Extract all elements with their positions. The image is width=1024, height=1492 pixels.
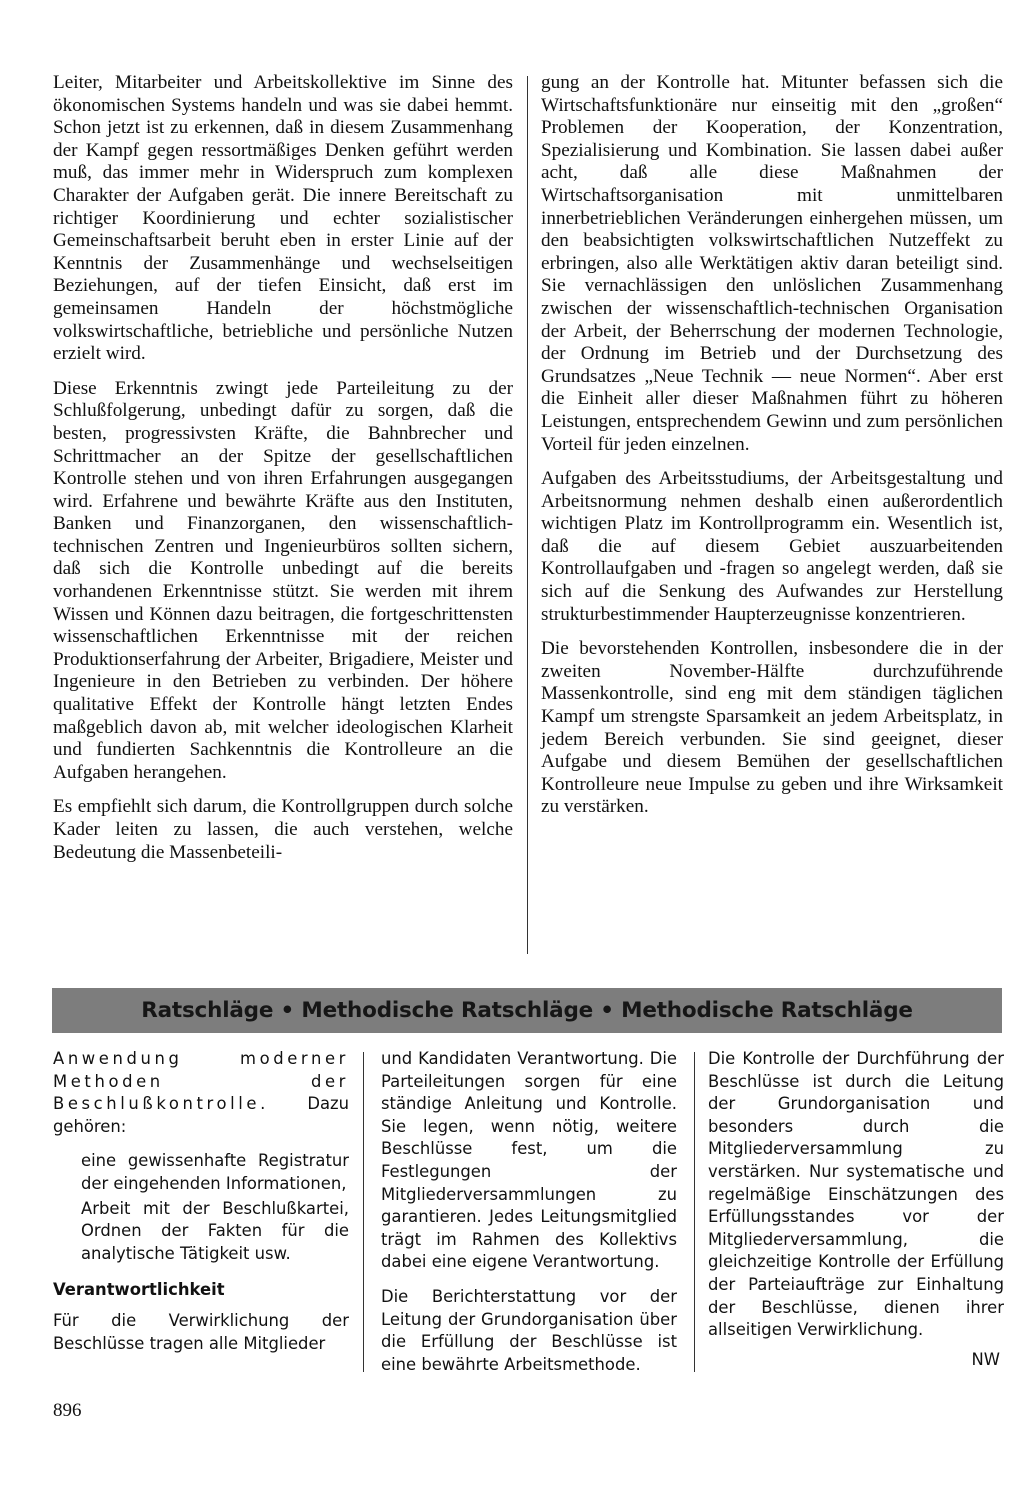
author-signature: NW (971, 1350, 1000, 1369)
bottom-left-column (53, 1048, 349, 1367)
paragraph: gung an der Kontrolle hat. Mitunter befassen sich die Wirtschaftsfunktionäre nur einseitig mit den „großen“ Problemen der Kooperation, der Konzentration, Spezialisierung und Kombination. Sie lassen dabei außer acht, daß alle diese Maßnahmen der Wirtschaftsorganisation mit unmittelbaren innerbetrieblichen Veränderungen einhergehen müssen, um den beabsichtigten volkswirtschaftlichen Nutzeffekt zu erbringen, also alle Werktätigen aktiv daran beteiligt sind. Sie vernachlässigen den unlöslichen Zusammenhang zwischen der wissenschaftlich-technischen Organisation der Arbeit, der Beherrschung der modernen Technologie, der Ordnung im Betrieb und der Durchsetzung des Grundsatzes „Neue Technik — neue Normen“. Aber erst die Einheit aller dieser Maßnahmen führt zu höheren Leistungen, entsprechendem Gewinn und zum persönlichen Vorteil für jeden einzelnen. (541, 72, 1003, 455)
page-number: 896 (53, 1400, 82, 1421)
paragraph: Für die Verwirklichung der Beschlüsse tragen alle Mitglieder (53, 1310, 349, 1353)
column-divider (363, 1052, 364, 1372)
paragraph: Aufgaben des Arbeitsstudiums, der Arbeitsgestaltung und Arbeitsnormung nehmen deshalb einen außerordentlich wichtigen Platz im Kontrollprogramm ein. Wesentlich ist, daß die auf diesem Gebiet auszuarbeitenden Kontrollaufgaben und -fragen so angelegt werden, daß sie sich auf die Senkung des Aufwandes zur Herstellung strukturbestimmender Haupterzeugnisse konzentrieren. (541, 468, 1003, 625)
intro-spaced-text: Anwendung moderner Methoden der Beschlußkontrolle. (53, 1049, 349, 1114)
subheading: Verantwortlichkeit (53, 1280, 225, 1300)
paragraph: Die bevorstehenden Kontrollen, insbesondere die in der zweiten November-Hälfte durchzuführende Massenkontrolle, sind eng mit dem ständigen täglichen Kampf um strengste Sparsamkeit an jedem Arbeitsplatz, in jedem Bereich verbunden. Sie sind geeignet, dieser Aufgabe und diesem Bemühen der gesellschaftlichen Kontrolleure neue Impulse zu geben und ihre Wirksamkeit zu verstärken. (541, 638, 1003, 818)
column-divider (694, 1052, 695, 1372)
paragraph: Diese Erkenntnis zwingt jede Parteileitung zu der Schlußfolgerung, unbedingt dafür zu sorgen, daß die besten, progressivsten Kräfte, die Bahnbrecher und Schrittmacher an der Spitze der gesellschaftlichen Kontrolle stehen und von ihren Erfahrungen ausgegangen wird. Erfahrene und bewährte Kräfte aus den Instituten, Banken und Finanzorganen, den wissenschaftlich-technischen Zentren und Ingenieurbüros sollten sichern, daß sich die Kontrolle unbedingt auf die bereits vorhandenen Erkenntnisse stützt. Sie werden mit ihrem Wissen und Können dazu beitragen, die fortgeschrittensten wissenschaftlichen Erkenntnisse mit der reichen Produktionserfahrung der Arbeiter, Brigadiere, Meister und Ingenieure in den Betrieben zu verbinden. Der höhere qualitative Effekt der Kontrolle hängt letzten Endes maßgeblich davon ab, mit welcher ideologischen Klarheit und fundierten Sachkenntnis die Kontrolleure an die Aufgaben herangehen. (53, 377, 513, 783)
top-right-column (541, 72, 1003, 831)
column-divider (527, 76, 528, 954)
intro-paragraph (53, 1048, 349, 1138)
paragraph: Leiter, Mitarbeiter und Arbeitskollektive im Sinne des ökonomischen Systems handeln und was sie dabei hemmt. Schon jetzt ist zu erkennen, daß in diesem Zusammenhang der Kampf gegen ressortmäßiges Denken geführt werden muß, das immer mehr in Widerspruch zum komplexen Charakter der Aufgaben gerät. Die innere Bereitschaft zu richtiger Koordinierung und echter sozialistischer Gemeinschaftsarbeit beruht eben in erster Linie auf der Kenntnis der Zusammenhänge und wechselseitigen Beziehungen, auf der tiefen Einsicht, daß erst im gemeinsamen Handeln der höchstmögliche volkswirtschaftliche, betriebliche und persönliche Nutzen erzielt wird. (53, 72, 513, 365)
methods-list (53, 1150, 349, 1265)
top-left-column (53, 72, 513, 876)
bottom-middle-column (381, 1048, 677, 1388)
paragraph: Es empfiehlt sich darum, die Kontrollgruppen durch solche Kader leiten zu lassen, die auch verstehen, welche Bedeutung die Massenbeteili- (53, 796, 513, 863)
bottom-right-column (708, 1048, 1004, 1354)
list-item: Arbeit mit der Beschlußkartei, Ordnen der Fakten für die analytische Tätigkeit usw. (81, 1198, 349, 1263)
section-banner: Ratschläge • Methodische Ratschläge • Methodische Ratschläge (52, 988, 1002, 1033)
paragraph: Die Berichterstattung vor der Leitung der Grundorganisation über die Erfüllung der Beschlüsse ist eine bewährte Arbeitsmethode. (381, 1286, 677, 1374)
paragraph: Die Kontrolle der Durchführung der Beschlüsse ist durch die Leitung der Grundorganisation und besonders durch die Mitgliederversammlung zu verstärken. Nur systematische und regelmäßige Einschätzungen des Erfüllungsstandes vor der Mitgliederversammlung, die gleichzeitige Kontrolle der Erfüllung der Parteiaufträge zur Einhaltung der Beschlüsse, dienen ihrer allseitigen Verwirklichung. (708, 1049, 1004, 1340)
paragraph: und Kandidaten Verantwortung. Die Parteileitungen sorgen für eine ständige Anleitung und Kontrolle. Sie legen, wenn nötig, weitere Beschlüsse fest, um die Festlegungen der Mitgliederversammlungen zu garantieren. Jedes Leitungsmitglied trägt im Rahmen des Kollektivs dabei eine eigene Verantwortung. (381, 1049, 677, 1272)
intro-rest-text: Dazu gehören: (53, 1094, 349, 1136)
list-item: eine gewissenhafte Registratur der eingehenden Informationen, (81, 1151, 349, 1193)
